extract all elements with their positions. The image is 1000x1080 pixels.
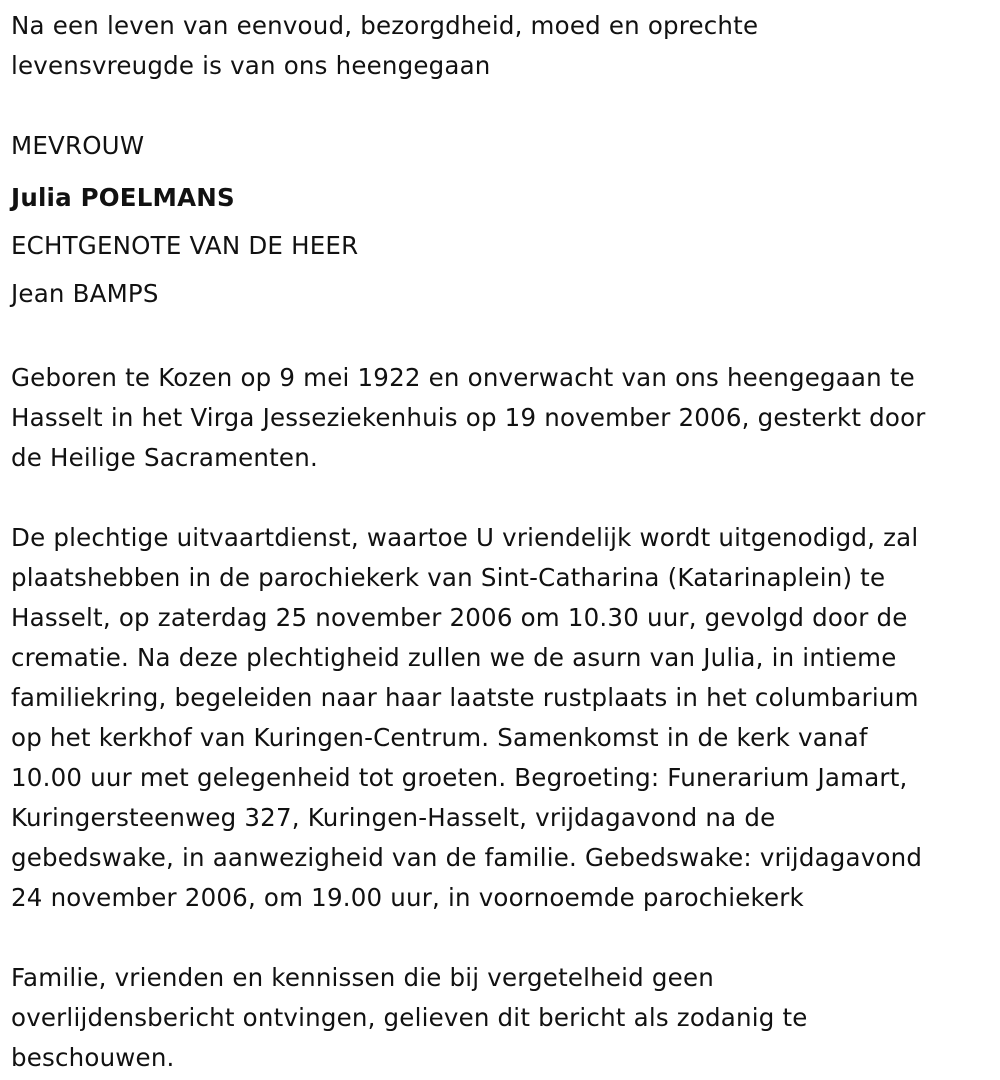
text-line: familiekring, begeleiden naar haar laatste rustplaats in het columbarium: [11, 683, 919, 712]
text-line: op het kerkhof van Kuringen-Centrum. Samenkomst in de kerk vanaf: [11, 723, 868, 752]
text-line: overlijdensbericht ontvingen, gelieven dit bericht als zodanig te: [11, 1003, 808, 1032]
text-line: 24 november 2006, om 19.00 uur, in voornoemde parochiekerk: [11, 883, 804, 912]
intro-line: levensvreugde is van ons heengegaan: [11, 51, 491, 80]
text-line: Familie, vrienden en kennissen die bij vergetelheid geen: [11, 963, 714, 992]
text-line: crematie. Na deze plechtigheid zullen we de asurn van Julia, in intieme: [11, 643, 897, 672]
honorific: MEVROUW: [11, 131, 145, 160]
text-line: de Heilige Sacramenten.: [11, 443, 318, 472]
closing-paragraph: [11, 958, 990, 1078]
birth-death-paragraph: [11, 358, 990, 478]
intro-paragraph: [11, 6, 990, 86]
text-line: beschouwen.: [11, 1043, 175, 1072]
text-line: 10.00 uur met gelegenheid tot groeten. Begroeting: Funerarium Jamart,: [11, 763, 908, 792]
relation-label: ECHTGENOTE VAN DE HEER: [11, 231, 359, 260]
text-line: De plechtige uitvaartdienst, waartoe U vriendelijk wordt uitgenodigd, zal: [11, 523, 919, 552]
text-line: Geboren te Kozen op 9 mei 1922 en onverwacht van ons heengegaan te: [11, 363, 915, 392]
name-block: [11, 126, 990, 318]
text-line: gebedswake, in aanwezigheid van de familie. Gebedswake: vrijdagavond: [11, 843, 923, 872]
intro-line: Na een leven van eenvoud, bezorgdheid, moed en oprechte: [11, 11, 759, 40]
text-line: plaatshebben in de parochiekerk van Sint-Catharina (Katarinaplein) te: [11, 563, 886, 592]
funeral-paragraph: [11, 518, 990, 918]
text-line: Kuringersteenweg 327, Kuringen-Hasselt, vrijdagavond na de: [11, 803, 776, 832]
spouse-name: Jean BAMPS: [11, 279, 159, 308]
text-line: Hasselt, op zaterdag 25 november 2006 om 10.30 uur, gevolgd door de: [11, 603, 908, 632]
deceased-name: Julia POELMANS: [11, 183, 235, 212]
text-line: Hasselt in het Virga Jesseziekenhuis op 19 november 2006, gesterkt door: [11, 403, 926, 432]
